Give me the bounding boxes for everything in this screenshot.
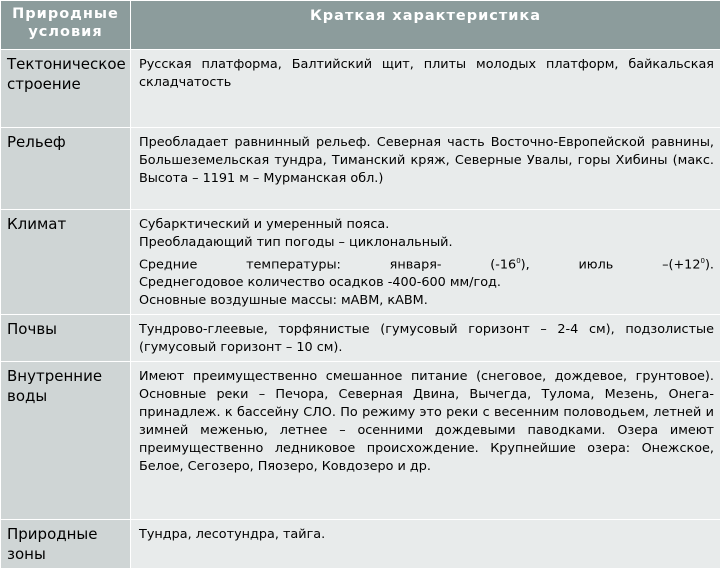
table-row <box>1 128 720 210</box>
row-name-relief: Рельеф <box>1 128 131 210</box>
row-text-soils: Тундрово-глеевые, торфянистые (гумусовый горизонт – 2-4 см), подзолистые (гумусовый горизонт – 10 см). <box>131 315 720 362</box>
row-text-relief: Преобладает равнинный рельеф. Северная часть Восточно-Европейской равнины, Большеземельская тундра, Тиманский кряж, Северные Увалы, горы Хибины (макс. Высота – 1191 м – Мурманская обл.) <box>131 128 720 210</box>
header-short-characteristic: Краткая характеристика <box>131 1 720 50</box>
row-name-climate: Климат <box>1 210 131 315</box>
climate-line-weather: Преобладающий тип погоды – циклональный. <box>139 234 714 252</box>
climate-line-precipitation: Среднегодовое количество осадков -400-600 мм/год. <box>139 274 714 292</box>
row-text-natural-zones: Тундра, лесотундра, тайга. <box>131 520 720 569</box>
table-header-row <box>1 1 720 50</box>
table-row <box>1 210 720 315</box>
climate-line-air-masses: Основные воздушные массы: мАВМ, кАВМ. <box>139 292 714 310</box>
row-name-tectonics: Тектоническое строение <box>1 50 131 128</box>
table-row <box>1 315 720 362</box>
row-name-natural-zones: Природные зоны <box>1 520 131 569</box>
header-natural-conditions: Природные условия <box>1 1 131 50</box>
row-text-inland-waters: Имеют преимущественно смешанное питание (снеговое, дождевое, грунтовое). Основные реки – Печора, Северная Двина, Вычегда, Тулома, Мезень, Онега- принадлеж. к бассейну СЛО. По режиму это реки с весенним половодьем, летней и зимней меженью, летнее – осенними дождевыми паводками. Озера имеют преимущественно ледниковое происхождение. Крупнейшие озера: Онежское, Белое, Сегозеро, Пяозеро, Ковдозеро и др. <box>131 362 720 520</box>
row-name-soils: Почвы <box>1 315 131 362</box>
table-row <box>1 520 720 569</box>
row-name-inland-waters: Внутренние воды <box>1 362 131 520</box>
row-text-climate <box>131 210 720 315</box>
table-row <box>1 362 720 520</box>
climate-line-temperatures: Средние температуры: января- $(-16^0)$, июль $-(+12^0)$. <box>139 252 714 274</box>
row-text-tectonics: Русская платформа, Балтийский щит, плиты молодых платформ, байкальская складчатость <box>131 50 720 128</box>
table-row <box>1 50 720 128</box>
climate-line-belts: Субарктический и умеренный пояса. <box>139 216 714 234</box>
